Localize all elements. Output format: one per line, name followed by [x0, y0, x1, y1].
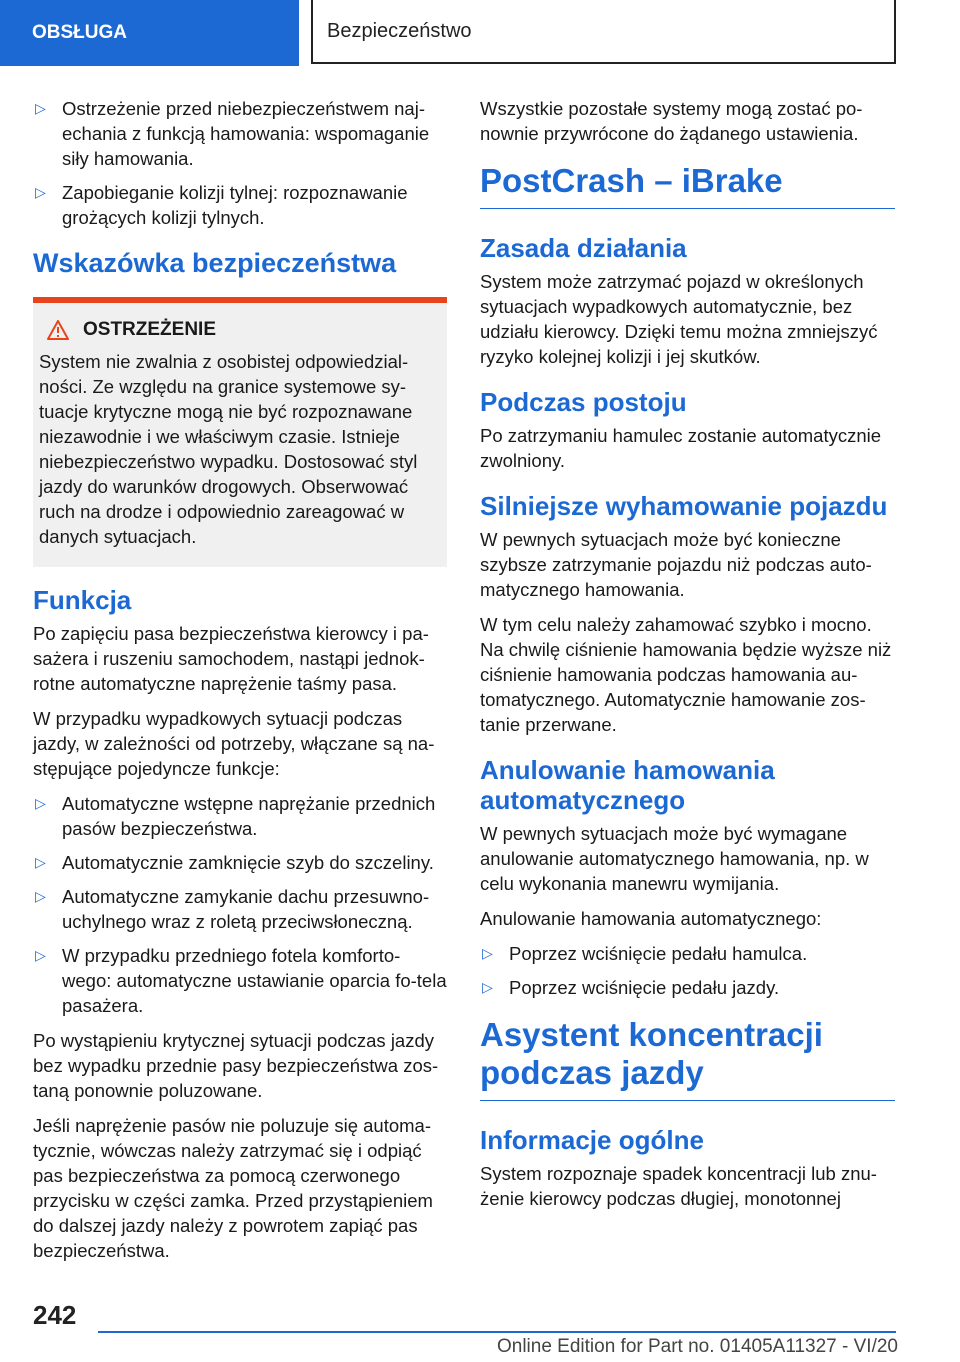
general-info-paragraph: System rozpoznaje spadek koncentracji lub znu-żenie kierowcy podczas długiej, monotonnej — [480, 1163, 877, 1209]
function-paragraph: Jeśli naprężenie pasów nie poluzuje się automa-tycznie, wówczas należy zatrzymać się i odpiąć pas bezpieczeństwa za pomocą czerwonego przycisku w części zamka. Przed przystąpieniem do dalszej jazdy należy z powrotem zapiąć pas bezpieczeństwa. — [33, 1115, 433, 1261]
list-item: ▷ Poprzez wciśnięcie pedału hamulca. — [482, 943, 808, 964]
list-item: ▷ Automatyczne wstępne naprężanie przednich pasów bezpieczeństwa. — [35, 793, 436, 839]
footer-divider — [98, 1331, 896, 1333]
list-item: ▷ Automatyczne zamykanie dachu przesuwno-uchylnego wraz z roletą przeciwsłoneczną. — [35, 886, 430, 932]
principle-paragraph: System może zatrzymać pojazd w określonych sytuacjach wypadkowych automatycznie, bez udziału kierowcy. Dzięki temu można zmniejszyć ryzyko kolejnej kolizji i jej skutków. — [480, 271, 878, 367]
triangle-right-icon: ▷ — [35, 184, 46, 200]
warning-title-text: OSTRZEŻENIE — [83, 319, 217, 340]
page-number: 242 — [33, 1300, 77, 1330]
list-item: ▷ Zapobieganie kolizji tylnej: rozpoznawanie grożących kolizji tylnych. — [35, 182, 408, 228]
cancel-braking-paragraph: W pewnych sytuacjach może być wymagane anulowanie automatycznego hamowania, np. w celu wykonania manewru wymijania. — [480, 823, 869, 894]
warning-text: System nie zwalnia z osobistej odpowiedzial-ności. Ze względu na granice systemowe sy-tuacje krytyczne mogą nie być rozpoznawane niezawodnie i we właściwym czasie. Istnieje niebezpieczeństwo wypadku. Dostosować styl jazdy do warunków drogowych. Obserwować ruch na drodze i odpowiednio zareagować w danych sytuacjach. — [39, 351, 418, 547]
standstill-heading: Podczas postoju — [480, 387, 687, 417]
function-paragraph: W przypadku wypadkowych sytuacji podczas jazdy, w zależności od potrzeby, włączane są na-stępujące pojedyncze funkcje: — [33, 708, 435, 779]
warning-title — [39, 319, 439, 341]
general-info-heading: Informacje ogólne — [480, 1125, 704, 1155]
triangle-right-icon: ▷ — [482, 945, 493, 961]
standstill-paragraph: Po zatrzymaniu hamulec zostanie automatycznie zwolniony. — [480, 425, 882, 471]
list-item: ▷ W przypadku przedniego fotela komforto-wego: automatyczne ustawianie oparcia fo-tela pasażera. — [35, 945, 447, 1016]
triangle-right-icon: ▷ — [35, 888, 46, 904]
warning-box — [33, 297, 447, 567]
header-section-label: OBSŁUGA — [0, 0, 299, 66]
triangle-right-icon: ▷ — [35, 947, 46, 963]
warning-triangle-icon — [47, 320, 69, 340]
attention-assistant-heading: Asystent koncentracji podczas jazdy — [480, 1016, 895, 1101]
cancel-braking-heading: Anulowanie hamowania automatycznego — [480, 755, 775, 815]
principle-heading: Zasada działania — [480, 233, 687, 263]
intro-paragraph: Wszystkie pozostałe systemy mogą zostać po-nownie przywrócone do żądanego ustawienia. — [480, 98, 863, 144]
right-column — [480, 96, 895, 1221]
header-title — [311, 0, 896, 64]
header-title-text: Bezpieczeństwo — [327, 19, 472, 42]
list-item: ▷ Poprzez wciśnięcie pedału jazdy. — [482, 977, 780, 998]
function-bullet-list — [33, 791, 447, 1018]
list-item: ▷ Ostrzeżenie przed niebezpieczeństwem naj-echania z funkcją hamowania: wspomaganie siły hamowania. — [35, 98, 430, 169]
intro-bullet-list — [33, 96, 447, 230]
triangle-right-icon: ▷ — [35, 795, 46, 811]
triangle-right-icon: ▷ — [482, 979, 493, 995]
left-column — [33, 96, 447, 1273]
list-item: ▷ Automatycznie zamknięcie szyb do szczeliny. — [35, 852, 434, 873]
cancel-braking-paragraph: Anulowanie hamowania automatycznego: — [480, 908, 822, 929]
function-paragraph: Po zapięciu pasa bezpieczeństwa kierowcy i pa-sażera i ruszeniu samochodem, nastąpi jednok-rotne automatyczne naprężenie taśmy pasa. — [33, 623, 429, 694]
stronger-braking-paragraph: W pewnych sytuacjach może być konieczne szybsze zatrzymanie pojazdu niż podczas auto-matycznego hamowania. — [480, 529, 872, 600]
postcrash-heading: PostCrash – iBrake — [480, 162, 895, 209]
safety-heading: Wskazówka bezpieczeństwa — [33, 248, 397, 278]
stronger-braking-heading: Silniejsze wyhamowanie pojazdu — [480, 491, 888, 521]
function-heading: Funkcja — [33, 585, 132, 615]
triangle-right-icon: ▷ — [35, 100, 46, 116]
function-paragraph: Po wystąpieniu krytycznej sytuacji podczas jazdy bez wypadku przednie pasy bezpieczeństwa zos-taną ponownie poluzowane. — [33, 1030, 439, 1101]
stronger-braking-paragraph: W tym celu należy zahamować szybko i mocno. Na chwilę ciśnienie hamowania będzie wyższe niż ciśnienie hamowania podczas hamowania au-tomatycznego. Automatycznie hamowanie zos-tanie przerwane. — [480, 614, 892, 735]
cancel-bullet-list — [480, 941, 895, 1000]
footer-edition: Online Edition for Part no. 01405A11327 - VI/20 — [496, 1336, 898, 1357]
triangle-right-icon: ▷ — [35, 854, 46, 870]
